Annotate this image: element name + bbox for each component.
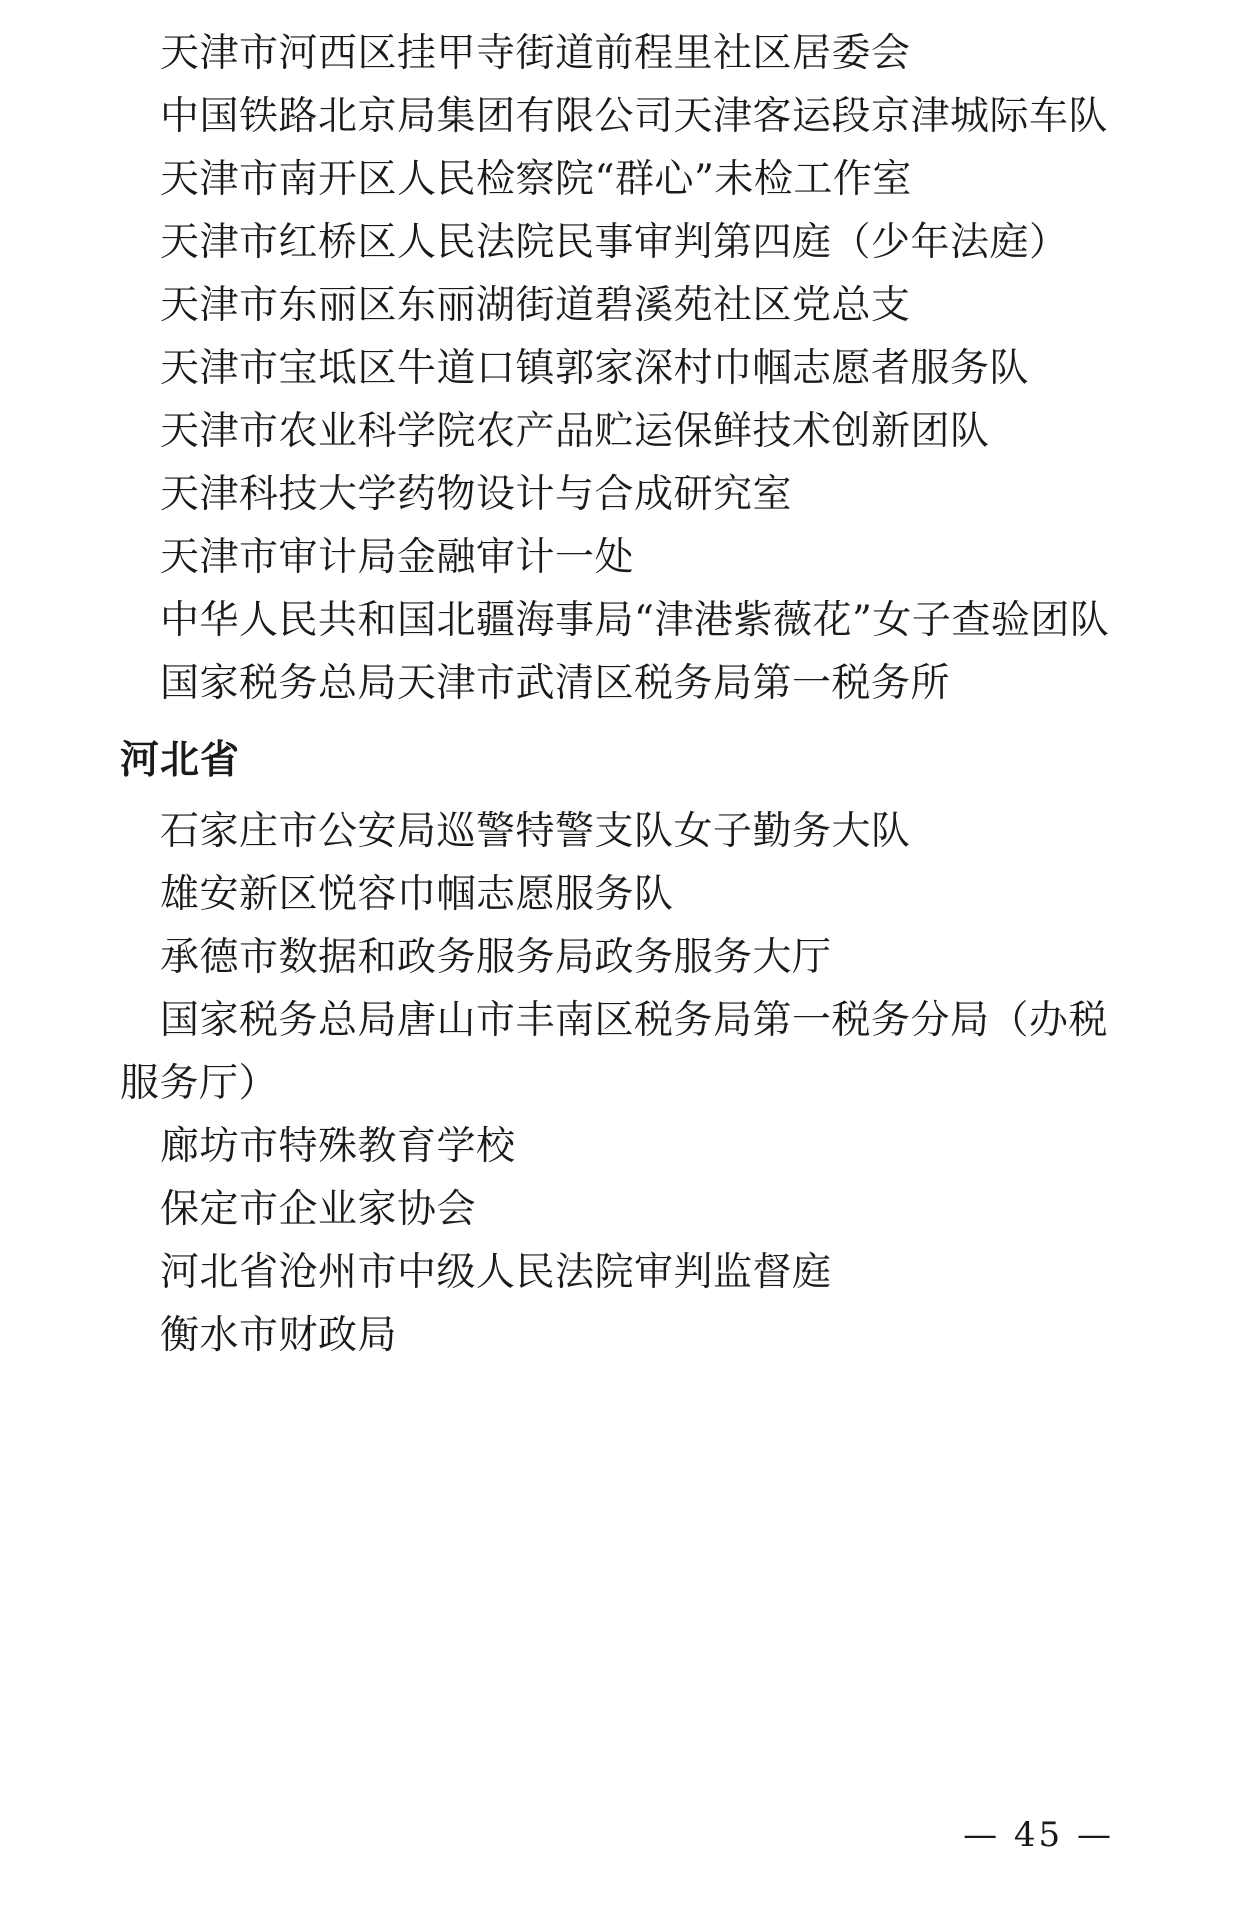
list-item: 天津市农业科学院农产品贮运保鲜技术创新团队 [160, 409, 990, 454]
list-item: 河北省沧州市中级人民法院审判监督庭 [160, 1250, 832, 1295]
list-item: 天津市河西区挂甲寺街道前程里社区居委会 [160, 31, 911, 76]
list-item: 天津市南开区人民检察院“群心”未检工作室 [160, 157, 912, 202]
list-item: 雄安新区悦容巾帼志愿服务队 [160, 872, 674, 917]
section-heading: 河北省 [120, 738, 241, 783]
list-item: 石家庄市公安局巡警特警支队女子勤务大队 [160, 809, 911, 854]
list-item: 天津市宝坻区牛道口镇郭家深村巾帼志愿者服务队 [160, 346, 1030, 391]
list-item: 中国铁路北京局集团有限公司天津客运段京津城际车队 [160, 94, 1109, 139]
list-item: 衡水市财政局 [160, 1313, 398, 1358]
page-number: — 45 — [963, 1815, 1114, 1855]
list-item: 天津市东丽区东丽湖街道碧溪苑社区党总支 [160, 283, 911, 328]
list-item: 国家税务总局唐山市丰南区税务局第一税务分局（办税服务厅） [120, 998, 1109, 1106]
list-item: 天津市审计局金融审计一处 [160, 535, 635, 580]
list-item: 国家税务总局天津市武清区税务局第一税务所 [160, 661, 951, 706]
list-item: 承德市数据和政务服务局政务服务大厅 [160, 935, 832, 980]
list-item: 保定市企业家协会 [160, 1187, 477, 1232]
list-item: 中华人民共和国北疆海事局“津港紫薇花”女子查验团队 [160, 598, 1110, 643]
list-item: 廊坊市特殊教育学校 [160, 1124, 516, 1169]
list-item: 天津市红桥区人民法院民事审判第四庭（少年法庭） [160, 220, 1069, 265]
list-item: 天津科技大学药物设计与合成研究室 [160, 472, 793, 517]
document-body [120, 22, 1122, 1367]
